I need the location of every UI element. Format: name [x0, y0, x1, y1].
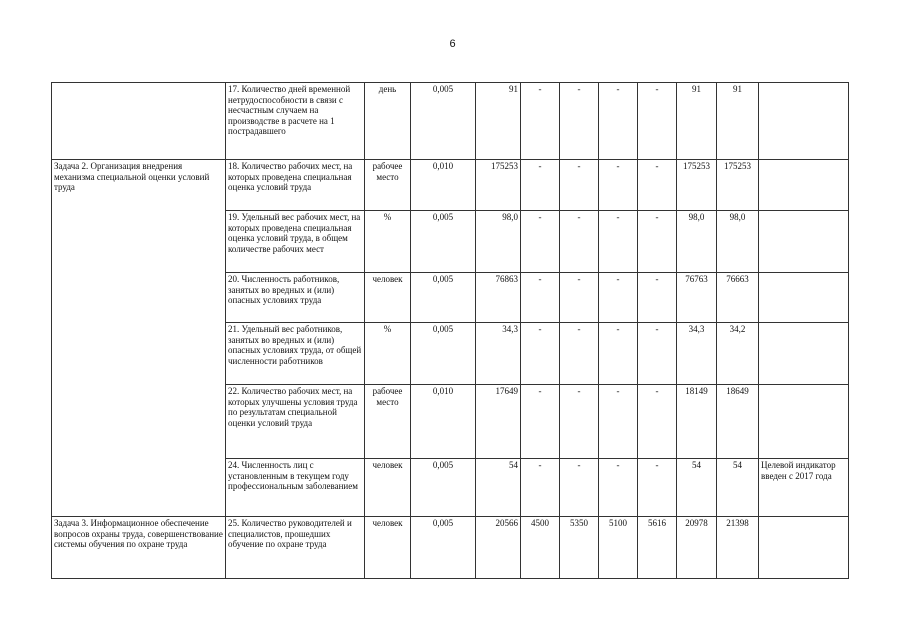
weight-cell: 0,005: [411, 211, 476, 273]
unit-cell: рабочее место: [365, 160, 411, 211]
note-cell: [759, 160, 849, 211]
year-value-cell: -: [521, 273, 560, 323]
note-cell: [759, 211, 849, 273]
year-value-cell: 76763: [677, 273, 717, 323]
year-value-cell: -: [599, 160, 638, 211]
task-cell: Задача 3. Информационное обеспечение вопросов охраны труда, совершенствование системы обучения по охране труда: [52, 517, 226, 579]
year-value-cell: 5350: [560, 517, 599, 579]
note-cell: [759, 273, 849, 323]
note-cell: [759, 517, 849, 579]
year-value-cell: -: [521, 211, 560, 273]
indicator-cell: 24. Численность лиц с установленным в текущем году профессиональным заболеванием: [226, 459, 365, 517]
table-row: [52, 517, 849, 579]
note-cell: Целевой индикатор введен с 2017 года: [759, 459, 849, 517]
year-value-cell: 5100: [599, 517, 638, 579]
year-value-cell: -: [638, 323, 677, 385]
year-value-cell: -: [560, 83, 599, 160]
indicator-cell: 19. Удельный вес рабочих мест, на которых проведена специальная оценка условий труда, в общем количестве рабочих мест: [226, 211, 365, 273]
year-value-cell: 34,3: [677, 323, 717, 385]
year-value-cell: -: [638, 273, 677, 323]
year-value-cell: -: [521, 459, 560, 517]
year-value-cell: -: [560, 385, 599, 459]
note-cell: [759, 323, 849, 385]
year-value-cell: -: [560, 273, 599, 323]
unit-cell: человек: [365, 517, 411, 579]
note-cell: [759, 385, 849, 459]
year-value-cell: 54: [677, 459, 717, 517]
year-value-cell: -: [560, 459, 599, 517]
base-value-cell: 175253: [476, 160, 521, 211]
year-value-cell: -: [599, 385, 638, 459]
year-value-cell: -: [521, 385, 560, 459]
base-value-cell: 17649: [476, 385, 521, 459]
year-value-cell: 175253: [677, 160, 717, 211]
table-row: [52, 83, 849, 160]
indicator-cell: 25. Количество руководителей и специалистов, прошедших обучение по охране труда: [226, 517, 365, 579]
indicator-cell: 17. Количество дней временной нетрудоспособности в связи с несчастным случаем на производстве в расчете на 1 пострадавшего: [226, 83, 365, 160]
year-value-cell: 76663: [717, 273, 759, 323]
indicator-cell: 18. Количество рабочих мест, на которых проведена специальная оценка условий труда: [226, 160, 365, 211]
weight-cell: 0,005: [411, 517, 476, 579]
year-value-cell: -: [638, 83, 677, 160]
base-value-cell: 20566: [476, 517, 521, 579]
year-value-cell: 175253: [717, 160, 759, 211]
year-value-cell: -: [638, 459, 677, 517]
year-value-cell: -: [560, 323, 599, 385]
base-value-cell: 76863: [476, 273, 521, 323]
unit-cell: человек: [365, 459, 411, 517]
year-value-cell: 54: [717, 459, 759, 517]
weight-cell: 0,005: [411, 459, 476, 517]
note-cell: [759, 83, 849, 160]
task-cell: Задача 2. Организация внедрения механизма специальной оценки условий труда: [52, 160, 226, 517]
year-value-cell: -: [599, 323, 638, 385]
year-value-cell: 4500: [521, 517, 560, 579]
year-value-cell: 98,0: [717, 211, 759, 273]
page-number: 6: [449, 38, 456, 50]
base-value-cell: 98,0: [476, 211, 521, 273]
unit-cell: человек: [365, 273, 411, 323]
year-value-cell: 21398: [717, 517, 759, 579]
year-value-cell: -: [599, 273, 638, 323]
weight-cell: 0,005: [411, 323, 476, 385]
year-value-cell: 18649: [717, 385, 759, 459]
year-value-cell: -: [521, 323, 560, 385]
unit-cell: %: [365, 323, 411, 385]
year-value-cell: -: [638, 160, 677, 211]
year-value-cell: 34,2: [717, 323, 759, 385]
year-value-cell: 91: [717, 83, 759, 160]
indicators-table: [51, 82, 849, 579]
indicator-cell: 21. Удельный вес работников, занятых во вредных и (или) опасных условиях труда, от общей численности работников: [226, 323, 365, 385]
base-value-cell: 54: [476, 459, 521, 517]
year-value-cell: 18149: [677, 385, 717, 459]
unit-cell: день: [365, 83, 411, 160]
year-value-cell: -: [560, 211, 599, 273]
year-value-cell: -: [599, 211, 638, 273]
weight-cell: 0,010: [411, 160, 476, 211]
year-value-cell: -: [560, 160, 599, 211]
indicator-cell: 20. Численность работников, занятых во вредных и (или) опасных условиях труда: [226, 273, 365, 323]
year-value-cell: 20978: [677, 517, 717, 579]
year-value-cell: -: [599, 83, 638, 160]
year-value-cell: 5616: [638, 517, 677, 579]
year-value-cell: -: [521, 83, 560, 160]
year-value-cell: 91: [677, 83, 717, 160]
unit-cell: рабочее место: [365, 385, 411, 459]
task-cell: [52, 83, 226, 160]
weight-cell: 0,005: [411, 273, 476, 323]
weight-cell: 0,005: [411, 83, 476, 160]
base-value-cell: 91: [476, 83, 521, 160]
year-value-cell: -: [638, 211, 677, 273]
table-row: [52, 160, 849, 211]
unit-cell: %: [365, 211, 411, 273]
year-value-cell: 98,0: [677, 211, 717, 273]
year-value-cell: -: [638, 385, 677, 459]
indicator-cell: 22. Количество рабочих мест, на которых улучшены условия труда по результатам специальной оценки условий труда: [226, 385, 365, 459]
year-value-cell: -: [599, 459, 638, 517]
weight-cell: 0,010: [411, 385, 476, 459]
year-value-cell: -: [521, 160, 560, 211]
base-value-cell: 34,3: [476, 323, 521, 385]
